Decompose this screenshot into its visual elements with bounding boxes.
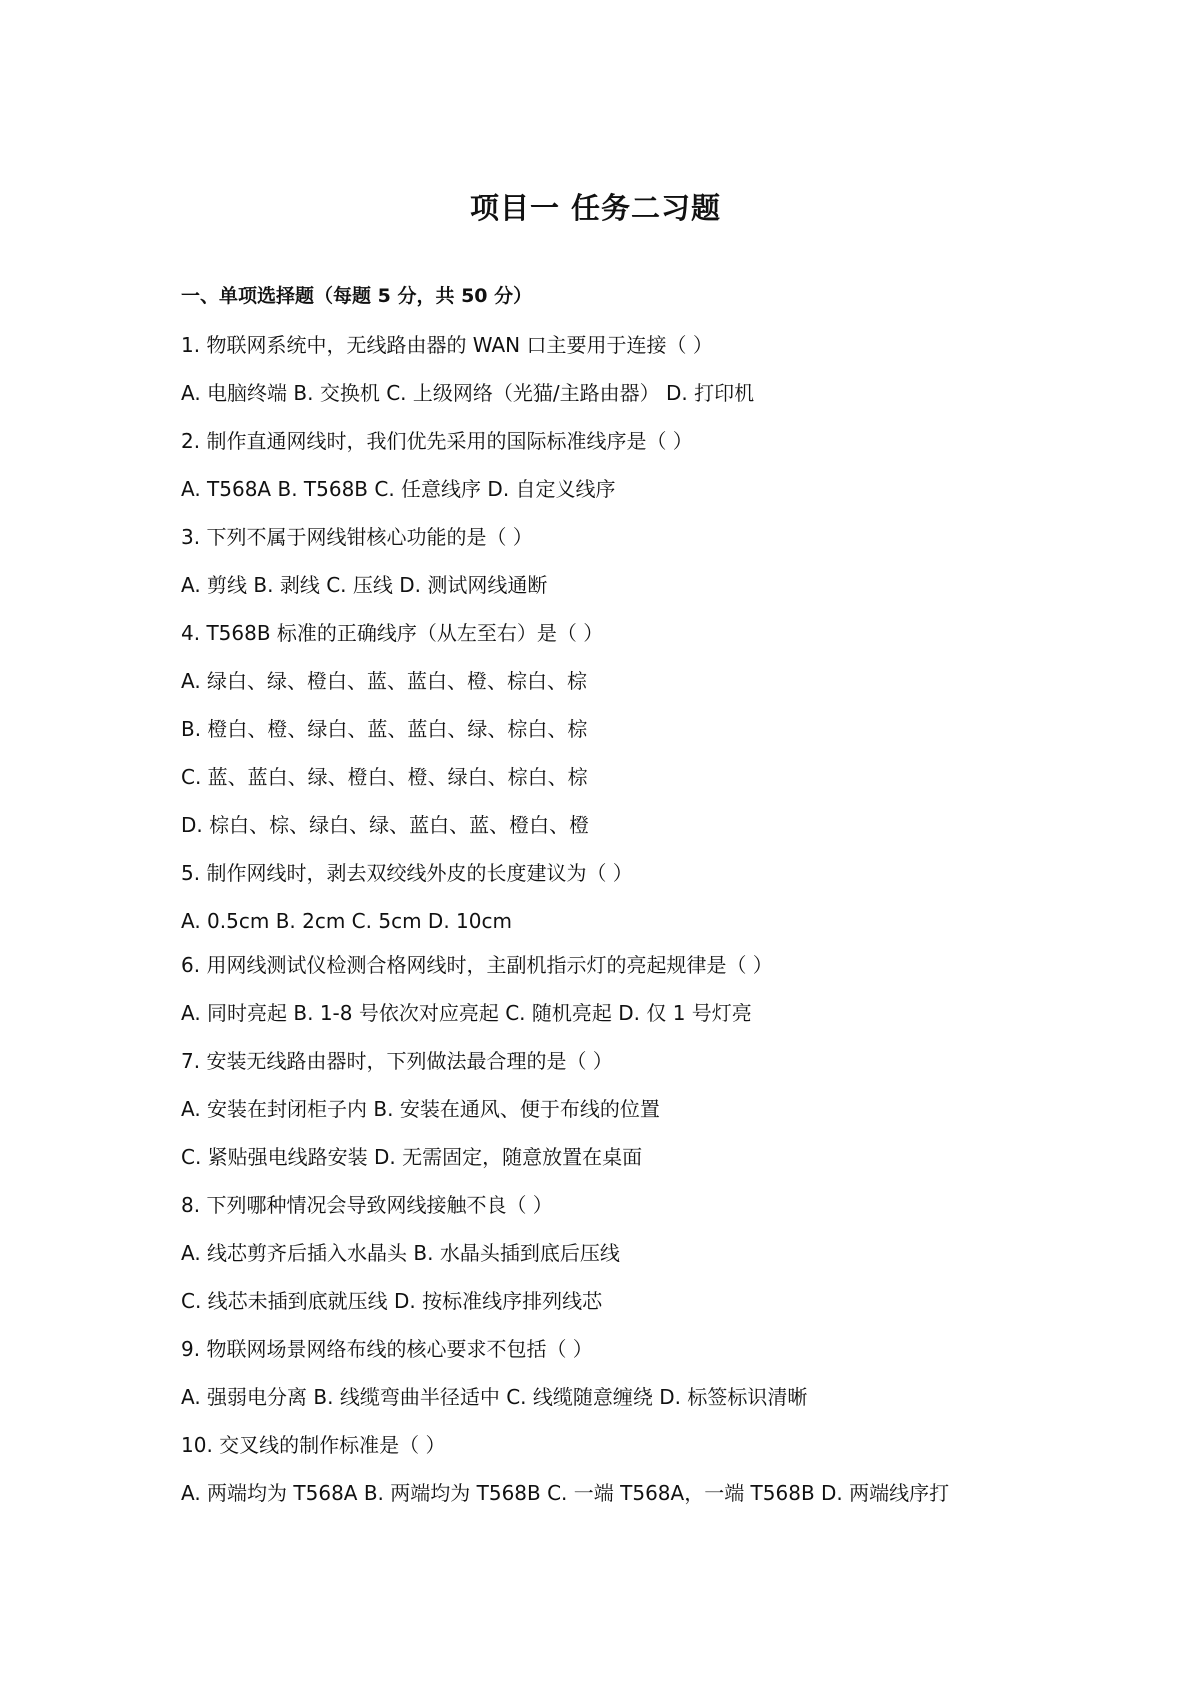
question-2: 2. 制作直通网线时，我们优先采用的国际标准线序是（ ） <box>181 429 693 453</box>
question-3: 3. 下列不属于网线钳核心功能的是（ ） <box>181 525 533 549</box>
question-9: 9. 物联网场景网络布线的核心要求不包括（ ） <box>181 1337 593 1361</box>
question-4-option-a: A. 绿白、绿、橙白、蓝、蓝白、橙、棕白、棕 <box>181 669 588 693</box>
section-heading: 一、单项选择题（每题 5 分，共 50 分） <box>181 285 533 307</box>
question-5: 5. 制作网线时，剥去双绞线外皮的长度建议为（ ） <box>181 861 633 885</box>
question-10: 10. 交叉线的制作标准是（ ） <box>181 1433 446 1457</box>
page-title: 项目一 任务二习题 <box>469 191 722 225</box>
question-8-options-ab: A. 线芯剪齐后插入水晶头 B. 水晶头插到底后压线 <box>181 1241 620 1265</box>
question-7-options-cd: C. 紧贴强电线路安装 D. 无需固定，随意放置在桌面 <box>181 1145 643 1169</box>
question-10-options: A. 两端均为 T568A B. 两端均为 T568B C. 一端 T568A，一端 T568B D. 两端线序打 <box>181 1481 950 1505</box>
question-6-options: A. 同时亮起 B. 1-8 号依次对应亮起 C. 随机亮起 D. 仅 1 号灯亮 <box>181 1001 752 1025</box>
question-3-options: A. 剪线 B. 剥线 C. 压线 D. 测试网线通断 <box>181 573 548 597</box>
document-body <box>181 284 1081 1528</box>
question-9-options: A. 强弱电分离 B. 线缆弯曲半径适中 C. 线缆随意缠绕 D. 标签标识清晰 <box>181 1385 808 1409</box>
question-5-options: A. 0.5cm B. 2cm C. 5cm D. 10cm <box>181 909 512 933</box>
question-6: 6. 用网线测试仪检测合格网线时，主副机指示灯的亮起规律是（ ） <box>181 953 773 977</box>
question-4: 4. T568B 标准的正确线序（从左至右）是（ ） <box>181 621 604 645</box>
question-1: 1. 物联网系统中，无线路由器的 WAN 口主要用于连接（ ） <box>181 333 713 357</box>
question-8: 8. 下列哪种情况会导致网线接触不良（ ） <box>181 1193 553 1217</box>
question-7: 7. 安装无线路由器时，下列做法最合理的是（ ） <box>181 1049 613 1073</box>
question-1-options: A. 电脑终端 B. 交换机 C. 上级网络（光猫/主路由器） D. 打印机 <box>181 381 755 405</box>
question-2-options: A. T568A B. T568B C. 任意线序 D. 自定义线序 <box>181 477 616 501</box>
question-4-option-b: B. 橙白、橙、绿白、蓝、蓝白、绿、棕白、棕 <box>181 717 588 741</box>
question-8-options-cd: C. 线芯未插到底就压线 D. 按标准线序排列线芯 <box>181 1289 603 1313</box>
question-4-option-d: D. 棕白、棕、绿白、绿、蓝白、蓝、橙白、橙 <box>181 813 590 837</box>
question-4-option-c: C. 蓝、蓝白、绿、橙白、橙、绿白、棕白、棕 <box>181 765 588 789</box>
question-7-options-ab: A. 安装在封闭柜子内 B. 安装在通风、便于布线的位置 <box>181 1097 660 1121</box>
